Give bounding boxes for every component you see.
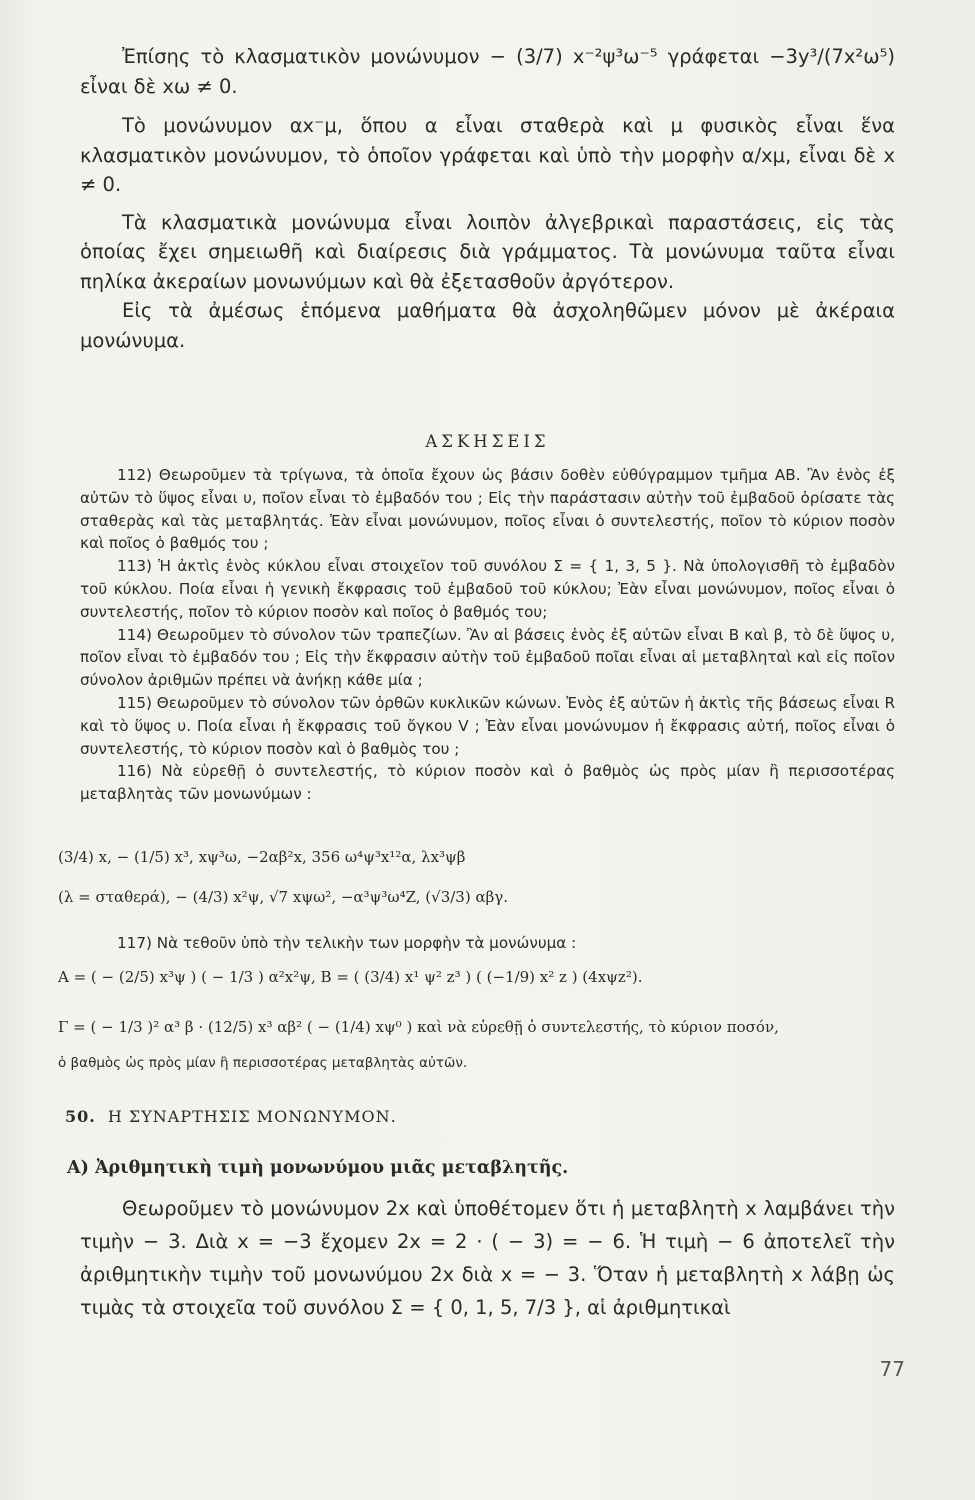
exercise-117-tail: ὁ βαθμὸς ὡς πρὸς μίαν ἢ περισσοτέρας μεταβλητὰς αὐτῶν.	[58, 1055, 468, 1071]
section-number: 50.	[65, 1107, 96, 1126]
intro-paragraph-1: Ἐπίσης τὸ κλασματικὸν μονώνυμον − (3/7) x⁻²ψ³ω⁻⁵ γράφεται −3y³/(7x²ω⁵) εἶναι δὲ xω ≠ 0.	[80, 45, 895, 98]
intro-paragraph-3: Τὰ κλασματικὰ μονώνυμα εἶναι λοιπὸν ἀλγεβρικαὶ παραστάσεις, εἰς τὰς ὁποίας ἔχει σημειωθῆ καὶ διαίρεσις διὰ γράμματος. Τὰ μονώνυμα ταῦτα εἶναι πηλίκα ἀκεραίων μονωνύμων καὶ θὰ ἐξετασθοῦν ἀργότερον.	[80, 210, 895, 293]
section-paragraph-1: Θεωροῦμεν τὸ μονώνυμον 2x καὶ ὑποθέτομεν ὅτι ἡ μεταβλητὴ x λαμβάνει τὴν τιμὴν − 3. Διὰ x = −3 ἔχομεν 2x = 2 · ( − 3) = − 6. Ἡ τιμὴ − 6 ἀποτελεῖ τὴν ἀριθμητικὴν τιμὴν τοῦ μονωνύμου 2x διὰ x = − 3. Ὅταν ἡ μεταβλητὴ x λάβῃ ὡς τιμὰς τὰ στοιχεῖα τοῦ συνόλου Σ = { 0, 1, 5, 7/3 }, αἱ ἀριθμητικαὶ	[80, 1197, 895, 1319]
exercise-117-A-B: Α = ( − (2/5) x³ψ ) ( − 1/3 ) α²x²ψ, Β = ( (3/4) x¹ ψ² z³ ) ( (−1/9) x² z ) (4xψz²).	[58, 968, 643, 986]
subsection-heading: Α) Ἀριθμητικὴ τιμὴ μονωνύμου μιᾶς μεταβλητῆς.	[67, 1158, 569, 1178]
exercise-113: 113) Ἡ ἀκτὶς ἑνὸς κύκλου εἶναι στοιχεῖον τοῦ συνόλου Σ = { 1, 3, 5 }. Νὰ ὑπολογισθῆ τὸ ἐμβαδὸν τοῦ κύκλου. Ποία εἶναι ἡ γενικὴ ἔκφρασις τοῦ ἐμβαδοῦ τοῦ κύκλου; Ἐὰν εἶναι μονώνυμον, ποῖος εἶναι ὁ συντελεστής, ποῖον τὸ κύριον ποσὸν καὶ ποῖος ὁ βαθμός του;	[80, 557, 895, 621]
exercises-heading: ΑΣΚΗΣΕΙΣ	[425, 432, 550, 451]
exercise-117-G: Γ = ( − 1/3 )² α³ β · (12/5) x³ αβ² ( − (1/4) xψ⁰ ) καὶ νὰ εὑρεθῇ ὁ συντελεστής, τὸ κύριον ποσόν,	[58, 1018, 779, 1036]
section-title: Η ΣΥΝΑΡΤΗΣΙΣ ΜΟΝΩΝΥΜΟΝ.	[107, 1107, 397, 1126]
intro-paragraph-4: Εἰς τὰ ἀμέσως ἑπόμενα μαθήματα θὰ ἀσχοληθῶμεν μόνον μὲ ἀκέραια μονώνυμα.	[80, 299, 895, 352]
exercise-116: 116) Νὰ εὑρεθῇ ὁ συντελεστής, τὸ κύριον ποσὸν καὶ ὁ βαθμὸς ὡς πρὸς μίαν ἢ περισσοτέρας μεταβλητὰς τῶν μονωνύμων :	[80, 762, 895, 804]
section-heading	[65, 1107, 397, 1126]
intro-text	[80, 42, 895, 355]
exercises-block	[80, 464, 895, 806]
exercise-114: 114) Θεωροῦμεν τὸ σύνολον τῶν τραπεζίων. Ἂν αἱ βάσεις ἑνὸς ἐξ αὐτῶν εἶναι Β καὶ β, τὸ δὲ ὕψος υ, ποῖον εἶναι τὸ ἐμβαδόν του ; Εἰς τὴν ἔκφρασιν αὐτὴν τοῦ ἐμβαδοῦ ποῖαι εἶναι αἱ μεταβληταὶ καὶ εἰς ποῖον σύνολον ἀριθμῶν πρέπει νὰ ἀνήκῃ κάθε μία ;	[80, 625, 895, 690]
exercise-117-block	[80, 932, 895, 955]
intro-paragraph-2: Τὸ μονώνυμον αx⁻μ, ὅπου α εἶναι σταθερὰ καὶ μ φυσικὸς εἶναι ἕνα κλασματικὸν μονώνυμον, τὸ ὁποῖον γράφεται καὶ ὑπὸ τὴν μορφὴν α/xμ, εἶναι δὲ x ≠ 0.	[80, 114, 895, 196]
exercise-116-monomials-2: (λ = σταθερά), − (4/3) x²ψ, √7 xψω², −α³ψ³ω⁴Z, (√3/3) αβγ.	[58, 888, 508, 906]
exercise-112: 112) Θεωροῦμεν τὰ τρίγωνα, τὰ ὁποῖα ἔχουν ὡς βάσιν δοθὲν εὐθύγραμμον τμῆμα ΑΒ. Ἂν ἑνὸς ἐξ αὐτῶν τὸ ὕψος εἶναι υ, ποῖον εἶναι τὸ ἐμβαδόν του ; Εἰς τὴν παράστασιν αὐτὴν τοῦ ἐμβαδοῦ ὁρίσατε τὰς σταθερὰς καὶ τὰς μεταβλητάς. Ἐὰν εἶναι μονώνυμον, ποῖος εἶναι ὁ συντελεστής, ποῖον τὸ κύριον ποσὸν καὶ ποῖος ὁ βαθμός του ;	[80, 466, 895, 553]
exercise-115: 115) Θεωροῦμεν τὸ σύνολον τῶν ὀρθῶν κυκλικῶν κώνων. Ἑνὸς ἐξ αὐτῶν ἡ ἀκτὶς τῆς βάσεως εἶναι R καὶ τὸ ὕψος υ. Ποία εἶναι ἡ ἔκφρασις τοῦ ὄγκου V ; Ἐὰν εἶναι μονώνυμον ἡ ἔκφρασις αὐτή, ποῖος εἶναι ὁ συντελεστής, τὸ κύριον ποσὸν καὶ ὁ βαθμὸς του ;	[80, 693, 895, 758]
exercise-117: 117) Νὰ τεθοῦν ὑπὸ τὴν τελικὴν των μορφὴν τὰ μονώνυμα :	[117, 934, 577, 952]
section-text	[80, 1192, 895, 1324]
exercise-116-monomials-1: (3/4) x, − (1/5) x³, xψ³ω, −2αβ²x, 356 ω⁴ψ³x¹²α, λx³ψβ	[58, 848, 466, 866]
page-number: 77	[879, 1357, 905, 1381]
